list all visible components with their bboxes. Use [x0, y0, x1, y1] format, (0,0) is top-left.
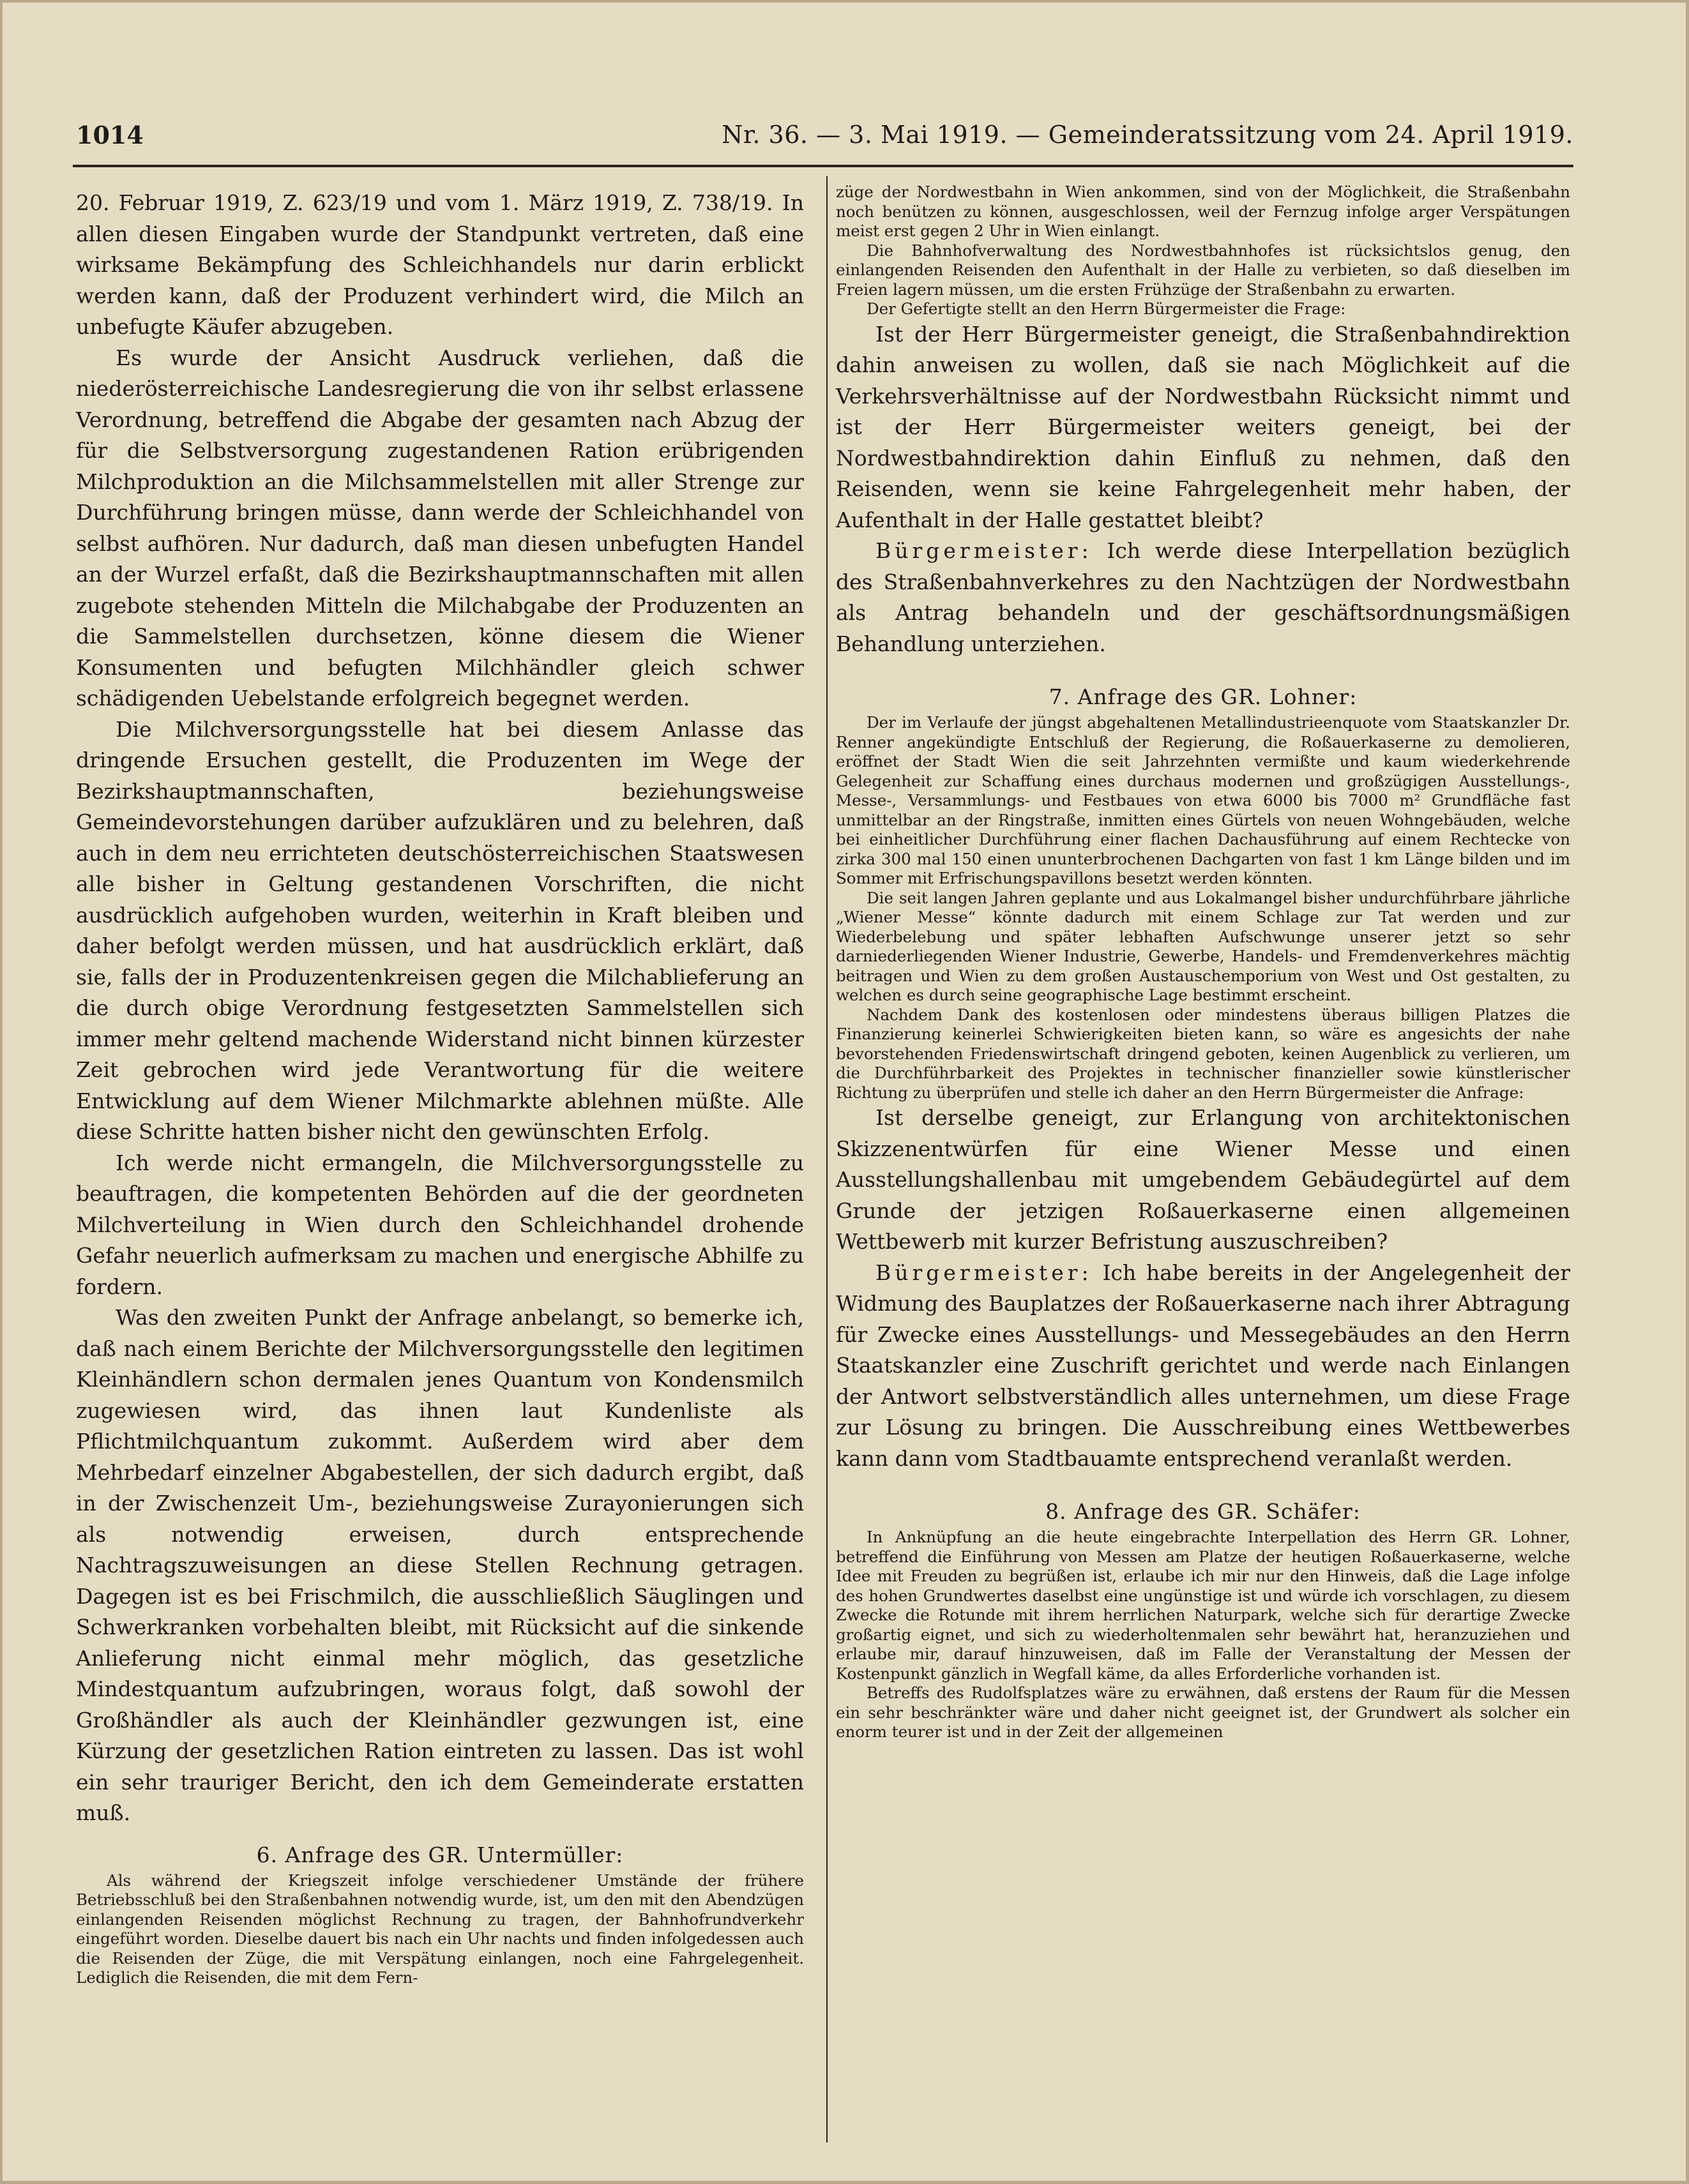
paragraph-small: züge der Nordwestbahn in Wien ankommen, sind von der Möglichkeit, die Straßenbahn noch benützen zu können, ausgeschlossen, weil der Fernzug infolge arger Verspätungen meist erst gegen 2 Uhr in Wien einlangt. [836, 183, 1570, 240]
paragraph-small: Der Gefertigte stellt an den Herrn Bürgermeister die Frage: [867, 299, 1346, 318]
answer-text: Ich habe bereits in der Angelegenheit der Widmung des Bauplatzes der Roßauerkaserne nach ihrer Abtragung für Zwecke eines Ausstellungs- und Messegebäudes an den Herrn Staatskanzler eine Zuschrift gerichtet und werde nach Einlangen der Antwort selbstverständlich alles unternehmen, um diese Frage zur Lösung zu bringen. Die Ausschreibung eines Wettbewerbes kann dann vom Stadtbauamte entsprechend veranlaßt werden. [836, 1260, 1570, 1471]
page-number: 1014 [76, 121, 144, 149]
answer-paragraph [836, 1258, 1570, 1475]
page-header [76, 121, 1573, 159]
paragraph-small: Der im Verlaufe der jüngst abgehaltenen Metallindustrieenquote vom Staatskanzler Dr. Renner angekündigte Entschluß der Regierung, die Roßauerkaserne zu demolieren, eröffnet der Stadt Wien die seit Jahrzehnten vermißte und kaum wiederkehrende Gelegenheit zur Schaffung eines durchaus modernen und großzügigen Ausstellungs-, Messe-, Versammlungs- und Festbaues von etwa 6000 bis 7000 m² Grundfläche fast unmittelbar an der Ringstraße, inmitten eines Gürtels von neuen Wohngebäuden, welche bei einheitlicher Durchführung einer flachen Dachausführung auf einem Rechtecke von zirka 300 mal 150 einen ununterbrochenen Dachgarten von fast 1 km Länge bilden und im Sommer mit Erfrischungspavillons besetzt werden könnten. [836, 713, 1570, 887]
paragraph-small: Die seit langen Jahren geplante und aus Lokalmangel bisher undurchführbare jährliche „Wiener Messe“ könnte dadurch mit einem Schlage zur Tat werden und zur Wiederbelebung und später lebhaften Aufschwunge unserer jetzt so sehr darniederliegenden Wiener Industrie, Gewerbe, Handels- und Fremdenverkehres mächtig beitragen und Wien zu dem großen Austauschemporium von West und Ost gestalten, zu welchen es durch seine geographische Lage bestimmt erscheint. [836, 888, 1570, 1004]
section-title-6: 6. Anfrage des GR. Untermüller: [256, 1842, 624, 1867]
paragraph: Die Milchversorgungsstelle hat bei diesem Anlasse das dringende Ersuchen gestellt, die Produzenten im Wege der Bezirkshauptmannschaften, beziehungsweise Gemeindevorstehungen darüber aufzuklären und zu belehren, daß auch in dem neu errichteten deutschösterreichischen Staatswesen alle bisher in Geltung gestandenen Vorschriften, die nicht ausdrücklich aufgehoben wurden, weiterhin in Kraft bleiben und daher befolgt werden müssen, und hat ausdrücklich erklärt, daß sie, falls der in Produzentenkreisen gegen die Milchablieferung an die durch obige Verordnung festgesetzten Sammelstellen sich immer mehr geltend machende Widerstand nicht binnen kürzester Zeit gebrochen wird jede Verantwortung für die weitere Entwicklung auf dem Wiener Milchmarkte ablehnen müßte. Alle diese Schritte hatten bisher nicht den gewünschten Erfolg. [76, 716, 804, 1144]
speaker-label: Bürgermeister: [875, 538, 1093, 563]
section-title-7: 7. Anfrage des GR. Lohner: [1049, 684, 1358, 709]
paragraph-small: Betreffs des Rudolfsplatzes wäre zu erwähnen, daß erstens der Raum für die Messen ein sehr beschränkter wäre und daher nicht geeignet ist, der Grundwert als solcher ein enorm teurer ist und in der Zeit der allgemeinen [836, 1683, 1570, 1741]
paragraph-small: Als während der Kriegszeit infolge verschiedener Umstände der frühere Betriebsschluß bei den Straßenbahnen notwendig wurde, ist, um den mit den Abendzügen einlangenden Reisenden möglichst Rechnung zu tragen, der Bahnhofrundverkehr eingeführt worden. Dieselbe dauert bis nach ein Uhr nachts und finden infolgedessen auch die Reisenden der Züge, die mit Verspätung einlangen, noch eine Fahrgelegenheit. Lediglich die Reisenden, die mit dem Fern- [76, 1871, 804, 1987]
paragraph-small: Die Bahnhofverwaltung des Nordwestbahnhofes ist rücksichtslos genug, den einlangenden Reisenden den Aufenthalt in der Halle zu verbieten, so daß dieselben im Freien lagern müssen, um die ersten Frühzüge der Straßenbahn zu erwarten. [836, 241, 1570, 299]
paragraph-small: In Anknüpfung an die heute eingebrachte Interpellation des Herrn GR. Lohner, betreffend die Einführung von Messen am Platze der heutigen Roßauerkaserne, welche Idee mit Freuden zu begrüßen ist, erlaube ich mir nur den Hinweis, daß die Lage infolge des hohen Grundwertes daselbst eine ungünstige ist und würde ich vorschlagen, zu diesem Zwecke die Rotunde mit ihrem herrlichen Naturpark, welche sich für derartige Zwecke großartig eignet, und sich zu wiederholtenmalen sehr bewährt hat, heranzuziehen und erlaube mir, darauf hinzuweisen, daß im Falle der Veranstaltung der Messen der Kostenpunkt gänzlich in Wegfall käme, da alles Erforderliche vorhanden ist. [836, 1528, 1570, 1683]
paragraph: 20. Februar 1919, Z. 623/19 und vom 1. März 1919, Z. 738/19. In allen diesen Eingaben wurde der Standpunkt vertreten, daß eine wirksame Bekämpfung des Schleichhandels nur darin erblickt werden kann, daß der Produzent verhindert wird, die Milch an unbefugte Käufer abzugeben. [76, 190, 804, 339]
column-divider [826, 176, 828, 2143]
newspaper-page [3, 3, 1686, 2181]
header-rule [73, 165, 1573, 167]
answer-text: Ich werde diese Interpellation bezüglich des Straßenbahnverkehres zu den Nachtzügen der Nordwestbahn als Antrag behandeln und der geschäftsordnungsmäßigen Behandlung unterziehen. [836, 538, 1570, 656]
right-column [836, 183, 1570, 1742]
left-column [76, 188, 804, 1988]
section-title-8: 8. Anfrage des GR. Schäfer: [1045, 1499, 1361, 1524]
running-title: Nr. 36. — 3. Mai 1919. — Gemeinderatssitzung vom 24. April 1919. [722, 121, 1573, 149]
answer-paragraph [836, 536, 1570, 659]
question-paragraph: Ist derselbe geneigt, zur Erlangung von architektonischen Skizzenentwürfen für eine Wiener Messe und einen Ausstellungshallenbau mit umgebendem Gebäudegürtel auf dem Grunde der jetzigen Roßauerkaserne einen allgemeinen Wettbewerb mit kurzer Befristung auszuschreiben? [836, 1105, 1570, 1254]
paragraph: Was den zweiten Punkt der Anfrage anbelangt, so bemerke ich, daß nach einem Berichte der Milchversorgungsstelle den legitimen Kleinhändlern schon dermalen jenes Quantum von Kondensmilch zugewiesen wird, das ihnen laut Kundenliste als Pflichtmilchquantum zukommt. Außerdem wird aber dem Mehrbedarf einzelner Abgabestellen, der sich dadurch ergibt, daß in der Zwischenzeit Um-, beziehungsweise Zurayonierungen sich als notwendig erweisen, durch entsprechende Nachtragszuweisungen an diese Stellen Rechnung getragen. Dagegen ist es bei Frischmilch, die ausschließlich Säuglingen und Schwerkranken vorbehalten bleibt, mit Rücksicht auf die sinkende Anlieferung nicht einmal mehr möglich, das gesetzliche Mindestquantum aufzubringen, woraus folgt, daß sowohl der Großhändler als auch der Kleinhändler gezwungen ist, eine Kürzung der gesetzlichen Ration eintreten zu lassen. Das ist wohl ein sehr trauriger Bericht, den ich dem Gemeinderate erstatten muß. [76, 1305, 804, 1825]
paragraph: Ich werde nicht ermangeln, die Milchversorgungsstelle zu beauftragen, die kompetenten Behörden auf die der geordneten Milchverteilung in Wien durch den Schleichhandel drohende Gefahr neuerlich aufmerksam zu machen und energische Abhilfe zu fordern. [76, 1150, 804, 1299]
paragraph-small: Nachdem Dank des kostenlosen oder mindestens überaus billigen Platzes die Finanzierung keinerlei Schwierigkeiten bieten kann, so wäre es angesichts der nahe bevorstehenden Friedenswirtschaft dringend geboten, keinen Augenblick zu verlieren, um die Durchführbarkeit des Projektes in technischer finanzieller sowie künstlerischer Richtung zu überprüfen und stelle ich daher an den Herrn Bürgermeister die Anfrage: [836, 1005, 1570, 1102]
speaker-label: Bürgermeister: [875, 1260, 1093, 1285]
question-paragraph: Ist der Herr Bürgermeister geneigt, die Straßenbahndirektion dahin anweisen zu wollen, daß sie nach Möglichkeit auf die Verkehrsverhältnisse auf der Nordwestbahn Rücksicht nimmt und ist der Herr Bürgermeister weiters geneigt, bei der Nordwestbahndirektion dahin Einfluß zu nehmen, daß den Reisenden, wenn sie keine Fahrgelegenheit mehr haben, der Aufenthalt in der Halle gestattet bleibt? [836, 321, 1570, 532]
paragraph: Es wurde der Ansicht Ausdruck verliehen, daß die niederösterreichische Landesregierung die von ihr selbst erlassene Verordnung, betreffend die Abgabe der gesamten nach Abzug der für die Selbstversorgung zugestandenen Ration erübrigenden Milchproduktion an die Milchsammelstellen mit aller Strenge zur Durchführung bringen müsse, dann werde der Schleichhandel von selbst aufhören. Nur dadurch, daß man diesen unbefugten Handel an der Wurzel erfaßt, daß die Bezirkshauptmannschaften mit allen zugebote stehenden Mitteln die Milchabgabe der Produzenten an die Sammelstellen durchsetzen, könne diesem die Wiener Konsumenten und befugten Milchhändler gleich schwer schädigenden Uebelstande erfolgreich begegnet werden. [76, 345, 804, 711]
